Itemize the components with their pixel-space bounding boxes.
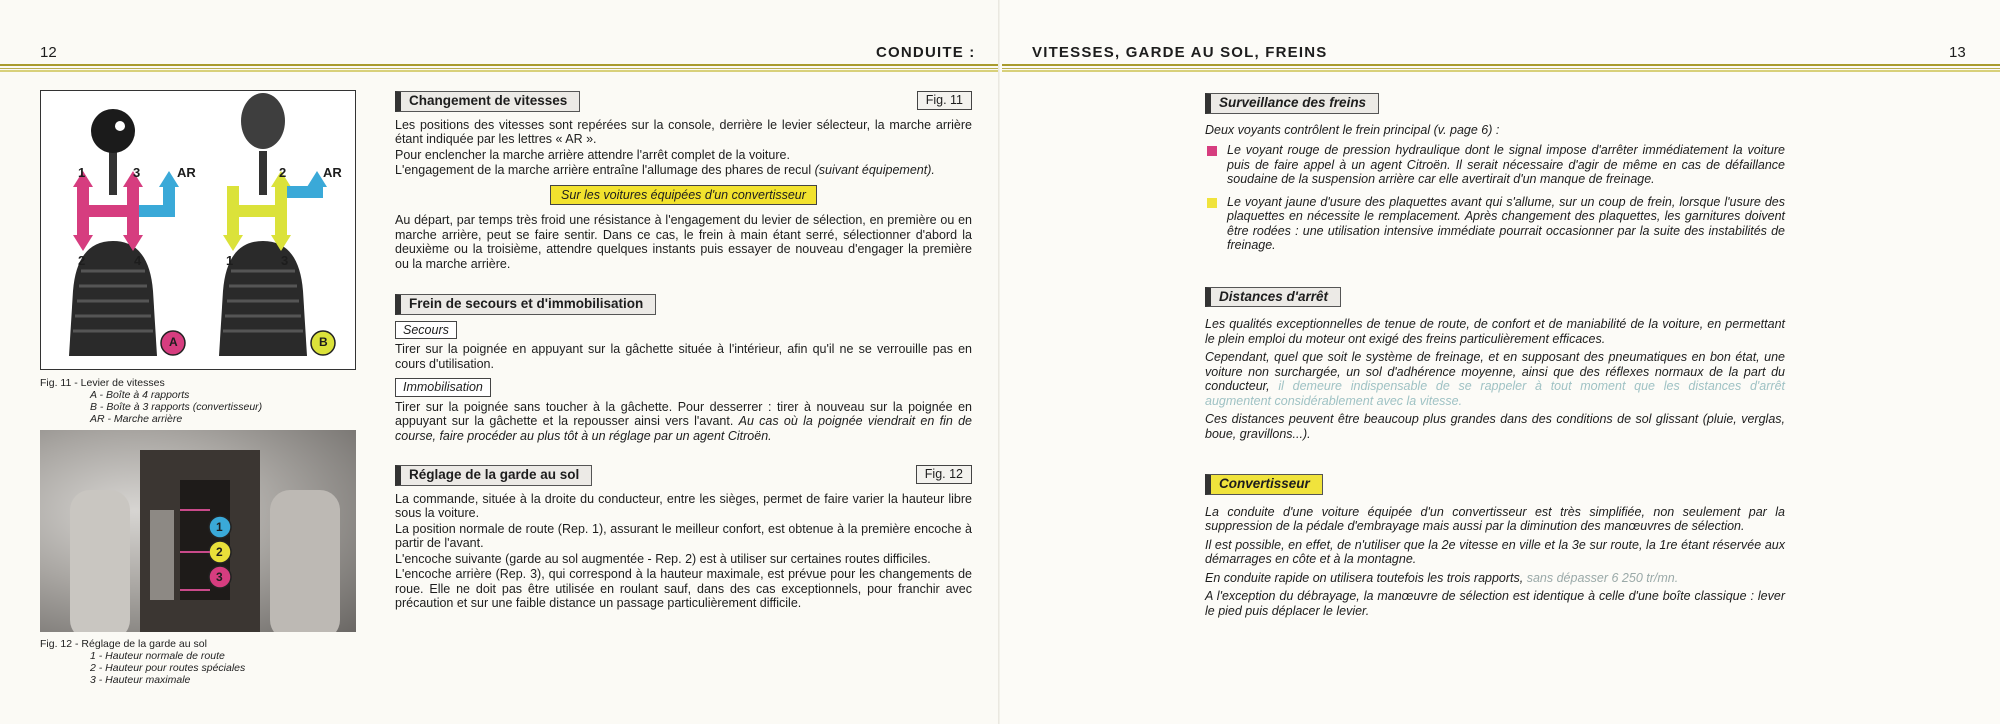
gear-b-2: 2 (279, 165, 287, 180)
converter-p2: Il est possible, en effet, de n'utiliser que la 2e vitesse en ville et la 3e sur route, la 1re étant réservée aux démarrages en côte et à la montagne. (1205, 537, 1785, 566)
fig12-caption-title: Fig. 12 - Réglage de la garde au sol (40, 638, 207, 650)
handbrake-p2-main: Tirer sur la poignée sans toucher à la gâchette. Pour desserrer : tirer à nouveau sur la poignée en appuyant sur la gâchette et la repousser ainsi vers l'avant. (395, 399, 972, 428)
gear-change-p3-note: (suivant équipement). (814, 163, 935, 177)
right-page (1000, 0, 2000, 724)
gearshift-illustration (41, 91, 354, 368)
section-title-ground-clearance: Réglage de la garde au sol (395, 465, 592, 486)
fig12-caption-2: 2 - Hauteur pour routes spéciales (90, 662, 246, 674)
stopping-p2 (1205, 350, 1785, 408)
fig12-photo (40, 430, 356, 632)
subhead-secours: Secours (395, 321, 457, 340)
handbrake-p2-note: Au cas où la poignée viendrait en fin de course, faire procéder au plus tôt à un réglage par un agent Citroën. (395, 414, 972, 443)
yellow-square-icon (1207, 198, 1217, 208)
gear-b-3: 3 (281, 253, 289, 268)
fig11-caption-b: B - Boîte à 3 rapports (convertisseur) (90, 401, 263, 413)
label-b: B (319, 335, 328, 349)
gear-a-ar: AR (177, 165, 196, 180)
header-rule-inner (0, 70, 998, 72)
stopping-p2-main: Cependant, quel que soit le système de freinage, et en supposant des pneumatiques en bon état, une voiture non surchargée, un sol d'adhérence moyenne, ainsi que des réflexes normaux de la part du conducteur, (1205, 350, 1785, 393)
header-rule-inner (1002, 70, 2000, 72)
red-square-icon (1207, 146, 1217, 156)
fig12-ref: Fig. 12 (916, 465, 972, 484)
gear-a-4: 4 (134, 253, 142, 268)
label-a: A (169, 335, 178, 349)
converter-subheading: Sur les voitures équipées d'un convertisseur (550, 185, 817, 206)
gear-change-p3-main: L'engagement de la marche arrière entraîne l'allumage des phares de recul (395, 163, 812, 177)
brake-intro: Deux voyants contrôlent le frein principal (v. page 6) : (1205, 122, 1500, 137)
section-gear-change (395, 91, 972, 271)
right-text-column (1205, 93, 1785, 619)
converter-p4: A l'exception du débrayage, la manœuvre de sélection est identique à celle d'une boîte classique : lever le pied puis déplacer le levier. (1205, 589, 1785, 618)
fig12-caption (40, 638, 245, 686)
section-converter (1205, 474, 1785, 618)
handbrake-p1: Tirer sur la poignée en appuyant sur la gâchette située à l'intérieur, afin qu'il ne se verrouille pas en cours d'utilisation. (395, 342, 972, 371)
marker-2: 2 (216, 545, 223, 559)
gear-b-ar: AR (323, 165, 342, 180)
gear-a-1: 1 (78, 165, 86, 180)
bullet-yellow-text: Le voyant jaune d'usure des plaquettes avant qui s'allume, sur un coup de frein, lorsque l'usure des plaquettes en nécessite le remplacement. Après changement des plaquettes, les garnitures doivent être rodées : une utilisation intensive immédiate pourrait occasionner par la suite des instabilités de freinage. (1227, 194, 1785, 252)
gear-change-p3 (395, 163, 972, 178)
handbrake-p2 (395, 400, 972, 444)
marker-1: 1 (216, 520, 223, 534)
stopping-p2-highlight: il demeure indispensable de se rappeler à tout moment que les distances d'arrêt augmentent considérablement avec la vitesse. (1205, 379, 1785, 408)
header-rule (0, 64, 998, 69)
section-title-stopping-distances: Distances d'arrêt (1205, 287, 1341, 308)
fig11-diagram (40, 90, 356, 370)
stopping-p3: Ces distances peuvent être beaucoup plus grandes dans des conditions de sol glissant (pluie, verglas, boue, gravillons...). (1205, 412, 1785, 441)
header-rule (1002, 64, 2000, 69)
clearance-p3: L'encoche suivante (garde au sol augmentée - Rep. 2) est à utiliser sur certaines routes difficiles. (395, 551, 931, 566)
gate-a (73, 171, 179, 251)
converter-p3-main: En conduite rapide on utilisera toutefois les trois rapports, (1205, 570, 1524, 585)
page-number: 13 (1949, 44, 1966, 61)
fig11-caption (40, 377, 262, 425)
fig11-caption-a: A - Boîte à 4 rapports (90, 389, 190, 401)
page-number: 12 (40, 44, 57, 61)
gear-a-2: 2 (78, 253, 86, 268)
bullet-yellow-light (1205, 195, 1785, 253)
section-title-gear-change: Changement de vitesses (395, 91, 580, 112)
converter-p3 (1205, 571, 1785, 586)
clearance-p4: L'encoche arrière (Rep. 3), qui correspond à la hauteur maximale, est prévue pour les changements de roue. Elle ne doit pas être utilisée en roulant sauf, dans des cas exceptionnels, pour franchir avec précaution et sur une faible distance un passage particulièrement difficile. (395, 567, 972, 610)
section-brake-monitoring (1205, 93, 1785, 253)
fig11-caption-title: Fig. 11 - Levier de vitesses (40, 377, 165, 389)
gear-change-p4: Au départ, par temps très froid une résistance à l'engagement du levier de sélection, en première ou en marche arrière, peut se faire sentir. Dans ce cas, le frein à main étant serré, sélectionner d'abord la deuxième ou la troisième, attendre quelques instants puis essayer de nouveau d'engager la première ou la marche arrière. (395, 213, 972, 271)
converter-p3-highlight: sans dépasser 6 250 tr/mn. (1526, 570, 1679, 585)
gear-a-3: 3 (133, 165, 141, 180)
section-title-brake-monitoring: Surveillance des freins (1205, 93, 1379, 114)
converter-p1: La conduite d'une voiture équipée d'un convertisseur est très simplifiée, non seulement par la suppression de la pédale d'embrayage mais aussi par la diminution des manœuvres de sélection. (1205, 504, 1785, 533)
section-handbrake (395, 294, 972, 443)
clearance-p1: La commande, située à la droite du conducteur, entre les sièges, permet de faire varier la hauteur libre sous la voiture. (395, 491, 972, 520)
bullet-red-text: Le voyant rouge de pression hydraulique dont le signal impose d'arrêter immédiatement la voiture puis de faire appel à un agent Citroën. Il serait nécessaire d'agir de même en cas de défaillance soudaine de la suspension arrière car elle avertirait d'un manque de freinage. (1227, 143, 1785, 186)
ground-clearance-photo (40, 430, 356, 632)
section-title-converter: Convertisseur (1205, 474, 1323, 495)
stopping-p1: Les qualités exceptionnelles de tenue de route, de confort et de maniabilité de la voiture, en permettant le plein emploi du moteur ont exigé des freins particulièrement efficaces. (1205, 317, 1785, 346)
gear-change-p1: Les positions des vitesses sont repérées sur la console, derrière le levier sélecteur, la marche arrière étant indiquée par les lettres « AR ». (395, 117, 972, 146)
marker-3: 3 (216, 570, 223, 584)
gear-change-p2: Pour enclencher la marche arrière attendre l'arrêt complet de la voiture. (395, 147, 790, 162)
subhead-immobilisation: Immobilisation (395, 378, 491, 397)
bullet-red-light (1205, 143, 1785, 187)
running-head: VITESSES, GARDE AU SOL, FREINS (1032, 44, 1328, 61)
fig12-caption-1: 1 - Hauteur normale de route (90, 650, 225, 662)
fig12-caption-3: 3 - Hauteur maximale (90, 674, 191, 686)
clearance-p2: La position normale de route (Rep. 1), assurant le meilleur confort, est obtenue à la première encoche à partir de l'avant. (395, 521, 972, 550)
section-stopping-distances (1205, 287, 1785, 442)
section-title-handbrake: Frein de secours et d'immobilisation (395, 294, 656, 315)
running-head: CONDUITE : (876, 44, 976, 61)
fig11-ref: Fig. 11 (917, 91, 972, 110)
gear-b-1: 1 (226, 253, 234, 268)
section-ground-clearance (395, 465, 972, 611)
left-text-column (395, 91, 972, 612)
fig11-caption-ar: AR - Marche arrière (90, 413, 183, 425)
gate-b (223, 171, 327, 251)
